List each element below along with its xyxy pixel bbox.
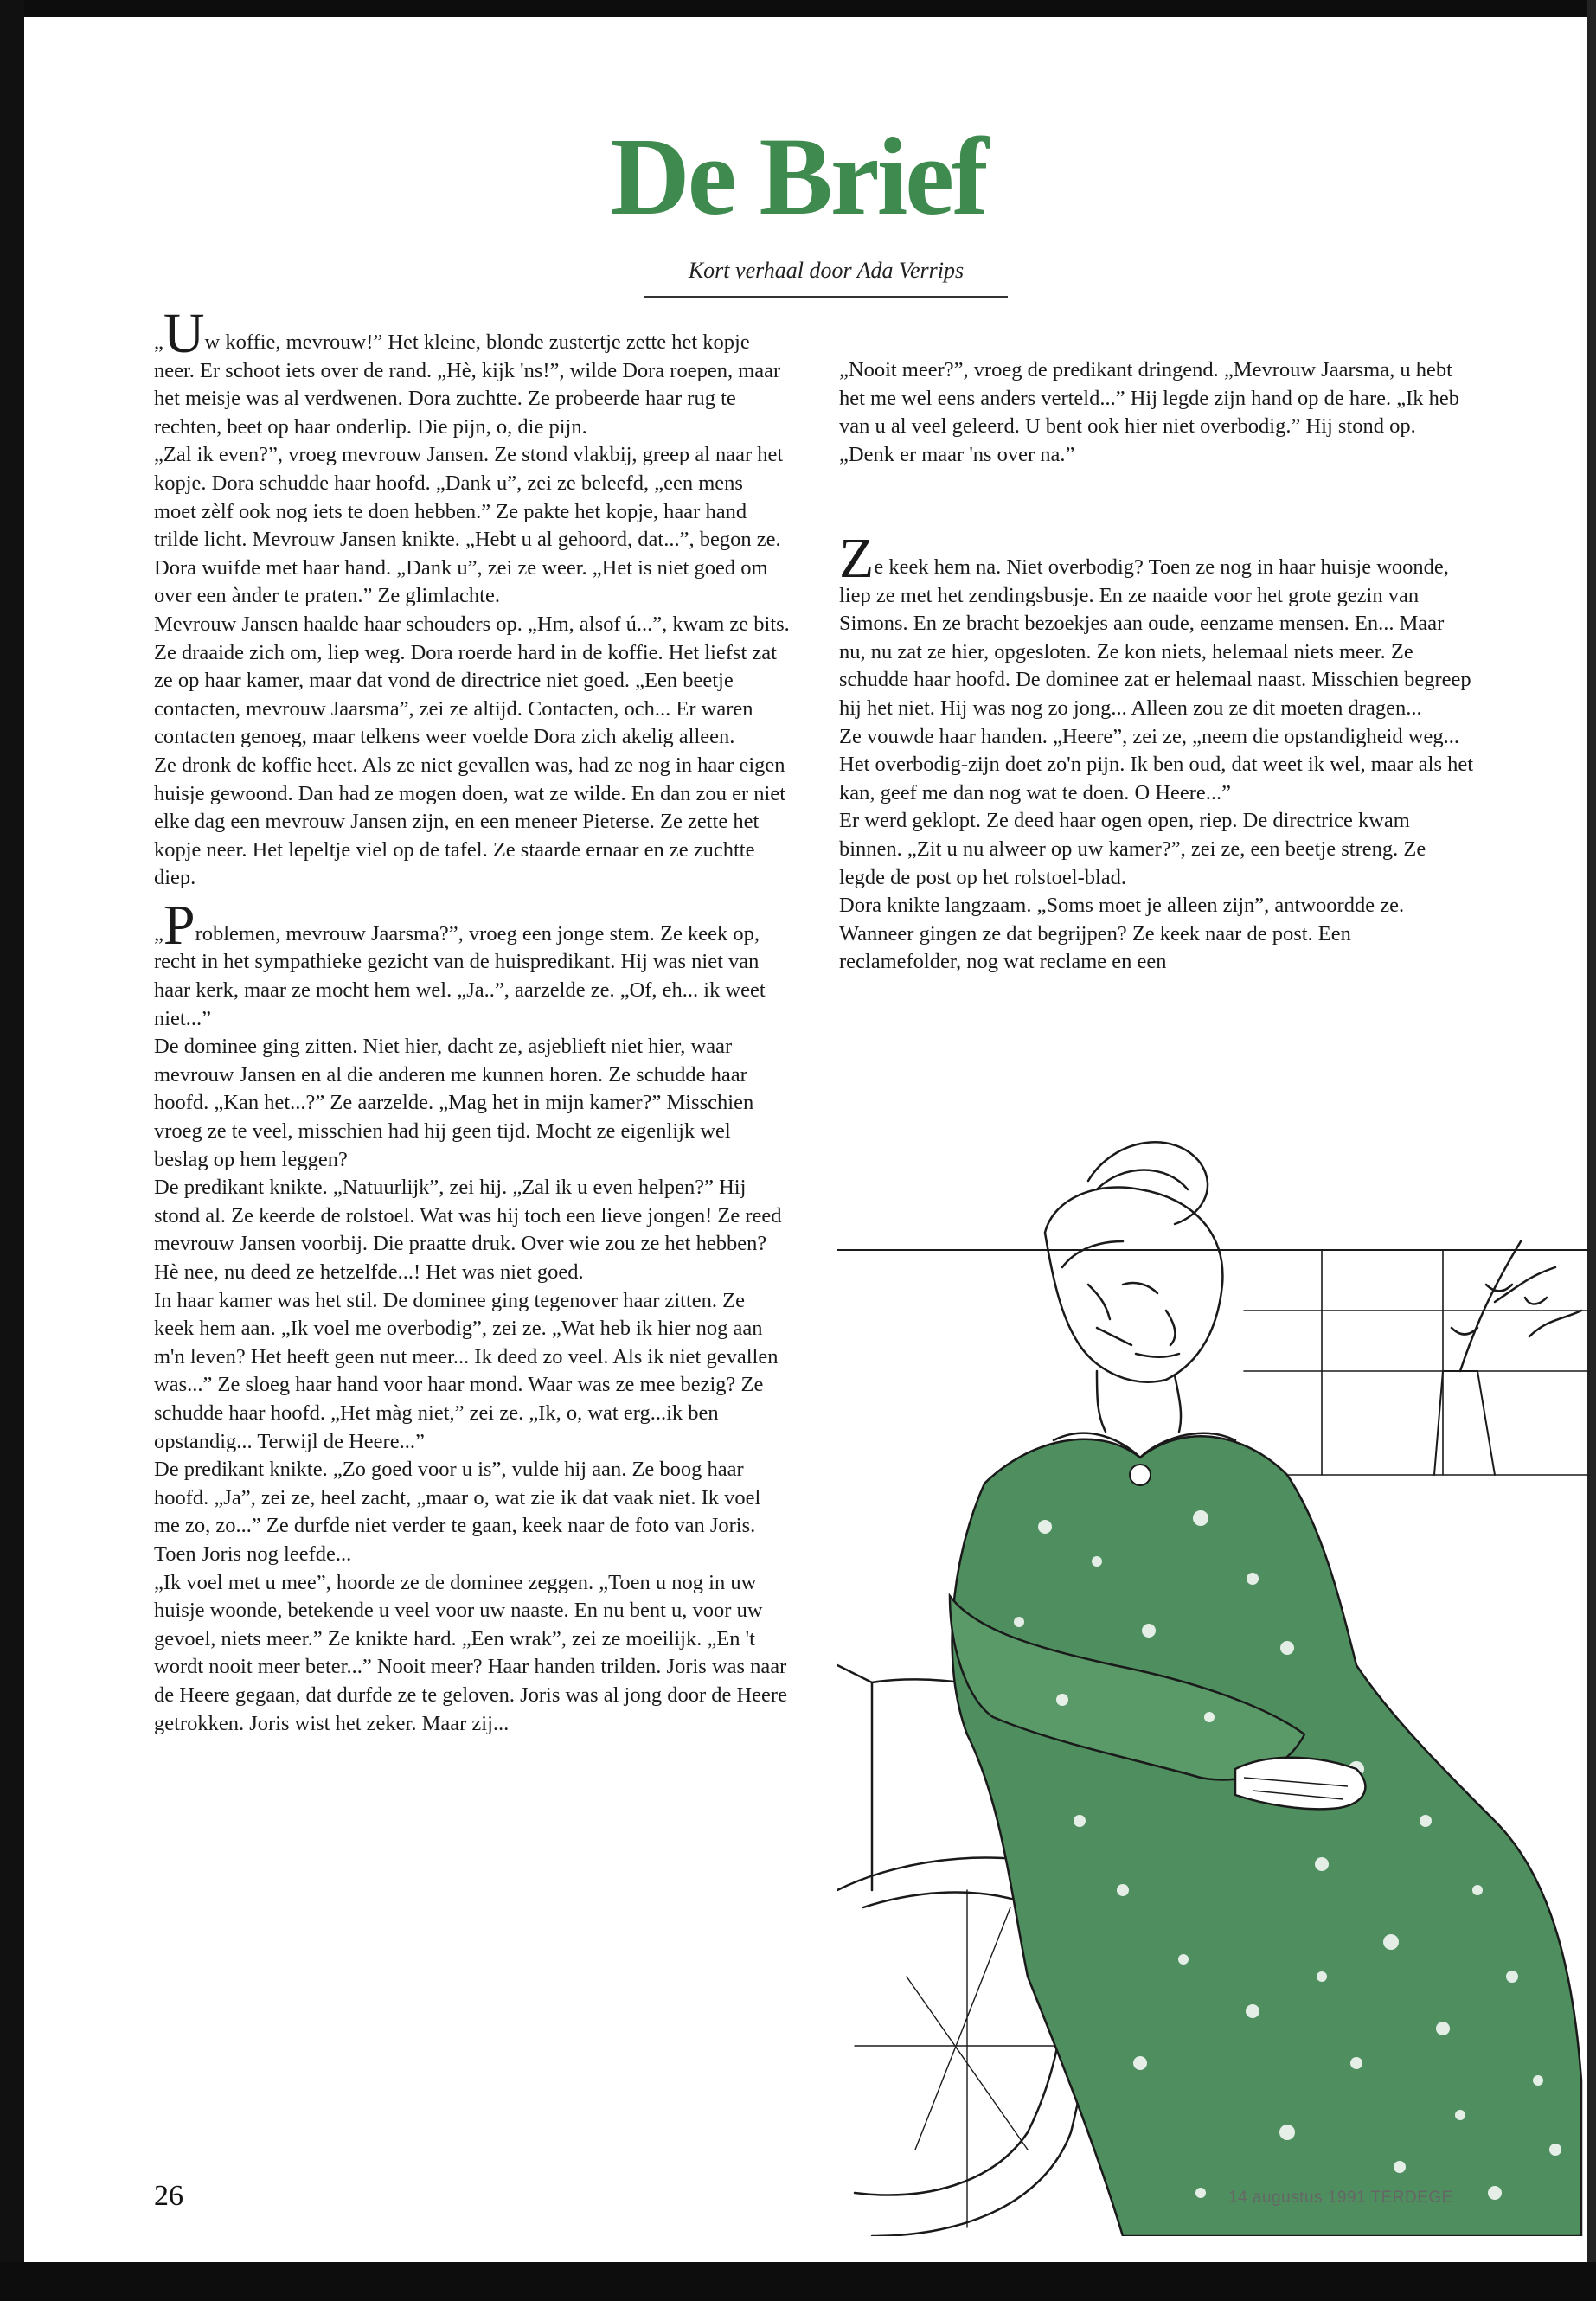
publication-footer: 14 augustus 1991 TERDEGE xyxy=(1228,2189,1453,2207)
paragraph-text: roblemen, mevrouw Jaarsma?”, vroeg een jonge stem. Ze keek op, recht in het sympathieke gezicht van de huispredikant. Hij was niet van haar kerk, maar ze mocht hem wel. „Ja..”, aarzelde ze. „Of, eh... ik weet niet...” xyxy=(154,921,766,1030)
story-paragraph: Er werd geklopt. Ze deed haar ogen open, riep. De directrice kwam binnen. „Zit u nu alweer op uw kamer?”, zei ze, een beetje streng. Ze legde de post op het rolstoel-blad. xyxy=(839,809,1426,889)
story-paragraph: Mevrouw Jansen haalde haar schouders op. „Hm, alsof ú...”, kwam ze bits. Ze draaide zich om, liep weg. Dora roerde hard in de koffie. Het liefst zat ze op haar kamer, maar dat vond de directrice niet goed. „Een beetje contacten, mevrouw Jaarsma”, zei ze altijd. Contacten, och... Er waren contacten genoeg, maar telkens weer voelde Dora zich akelig alleen. xyxy=(154,612,790,749)
scan-border-bottom xyxy=(0,2262,1596,2301)
scan-border-top xyxy=(0,0,1596,17)
story-paragraph: In haar kamer was het stil. De dominee ging tegenover haar zitten. Ze keek hem aan. „Ik voel me overbodig”, zei ze. „Wat heb ik hier nog aan m'n leven? Het heeft geen nut meer... Ik deed zo veel. Als ik niet gevallen was...” Ze sloeg haar hand voor haar mond. Waar was ze mee bezig? Ze schudde haar hoofd. „Het màg niet,” zei ze. „Ik, o, wat erg...ik ben opstandig... Terwijl de Heere...” xyxy=(154,1288,779,1453)
section-gap xyxy=(154,893,790,920)
story-paragraph: De predikant knikte. „Natuurlijk”, zei hij. „Zal ik u even helpen?” Hij stond al. Ze keerde de rolstoel. Wat was hij toch een lieve jongen! Ze reed mevrouw Jansen voorbij. Die praatte druk. Over wie zou ze het hebben? Hè nee, nu deed ze hetzelfde...! Het was niet goed. xyxy=(154,1176,782,1284)
story-paragraph: De dominee ging zitten. Niet hier, dacht ze, asjeblieft niet hier, waar mevrouw Jansen en al die anderen me kunnen horen. Ze schudde haar hoofd. „Kan het...?” Ze aarzelde. „Mag het in mijn kamer?” Misschien vroeg ze te veel, misschien had hij geen tijd. Mocht ze eigenlijk wel beslag op hem leggen? xyxy=(154,1035,754,1171)
drop-cap: P xyxy=(163,893,195,957)
text-column-left xyxy=(154,302,790,1738)
illustration-woman-wheelchair xyxy=(837,1112,1590,2236)
story-paragraph: „Ik voel met u mee”, hoorde ze de dominee zeggen. „Toen u nog in uw huisje woonde, betekende u veel voor uw naaste. En nu bent u, voor uw gevoel, niets meer.” Ze knikte hard. „Een wrak”, zei ze moeilijk. „En 't wordt nooit meer beter...” Nooit meer? Haar handen trilden. Joris was naar de Heere gegaan, dat durfde ze te geloven. Joris was al jong door de Heere getrokken. Joris wist het zeker. Maar zij... xyxy=(154,1570,787,1735)
story-paragraph: „Zal ik even?”, vroeg mevrouw Jansen. Ze stond vlakbij, greep al naar het kopje. Dora schudde haar hoofd. „Dank u”, zei ze beleefd, „een mens moet zèlf ook nog iets te doen hebben.” Ze pakte het kopje, haar hand trilde licht. Mevrouw Jansen knikte. „Hebt u al gehoord, dat...”, begon ze. Dora wuifde met haar hand. „Dank u”, zei ze weer. „Het is niet goed om over een ànder te praten.” Ze glimlachte. xyxy=(154,443,784,608)
story-paragraph xyxy=(839,527,1475,723)
story-paragraph: „Nooit meer?”, vroeg de predikant dringend. „Mevrouw Jaarsma, u hebt het me wel eens anders verteld...” Hij legde zijn hand op de hare. „Ik heb van u al veel geleerd. U bent ook hier niet overbodig.” Hij stond op. „Denk er maar 'ns over na.” xyxy=(839,358,1460,466)
story-paragraph: Ze vouwde haar handen. „Heere”, zei ze, „neem die opstandigheid weg... Het overbodig-zijn doet zo'n pijn. Ik ben oud, dat weet ik wel, maar als het kan, geef me dan nog wat te doen. O Heere...” xyxy=(839,724,1474,804)
article-title: De Brief xyxy=(610,115,986,238)
paragraph-text: w koffie, mevrouw!” Het kleine, blonde zustertje zette het kopje neer. Er schoot iets over de rand. „Hè, kijk 'ns!”, wilde Dora roepen, maar het meisje was al verdwenen. Dora zuchtte. Ze probeerde haar rug te rechten, beet op haar onderlip. Die pijn, o, die pijn. xyxy=(154,330,781,439)
drop-cap: U xyxy=(163,302,205,365)
article-byline: Kort verhaal door Ada Verrips xyxy=(688,258,965,283)
story-paragraph: Ze dronk de koffie heet. Als ze niet gevallen was, had ze nog in haar eigen huisje gewoond. Dan had ze mogen doen, wat ze wilde. En dan zou er niet elke dag een mevrouw Jansen zijn, en een meneer Pieterse. Ze zette het kopje neer. Het lepeltje viel op de tafel. Ze staarde ernaar en ze zuchtte diep. xyxy=(154,753,785,890)
page-number: 26 xyxy=(154,2180,183,2212)
paragraph-text: e keek hem na. Niet overbodig? Toen ze nog in haar huisje woonde, liep ze met het zendingsbusje. En ze naaide voor het grote gezin van Simons. En ze bracht bezoekjes aan oude, eenzame mensen. En... Maar nu, nu zat ze hier, opgesloten. Ze kon niets, helemaal niets meer. Ze schudde haar hoofd. De dominee zat er helemaal naast. Misschien begreep hij het niet. Hij was nog zo jong... Alleen zou ze dit moeten dragen... xyxy=(839,555,1471,720)
story-paragraph: „Problemen, mevrouw Jaarsma?”, vroeg een jonge stem. Ze keek op, recht in het sympathieke gezicht van de huispredikant. Hij was niet van haar kerk, maar ze mocht hem wel. „Ja..”, aarzelde ze. „Of, eh... ik weet niet...” xyxy=(154,893,766,1030)
story-paragraph: Dora knikte langzaam. „Soms moet je alleen zijn”, antwoordde ze. Wanneer gingen ze dat begrijpen? Ze keek naar de post. Een reclamefolder, nog wat reclame en een xyxy=(839,894,1405,974)
story-paragraph: „Uw koffie, mevrouw!” Het kleine, blonde zustertje zette het kopje neer. Er schoot iets over de rand. „Hè, kijk 'ns!”, wilde Dora roepen, maar het meisje was al verdwenen. Dora zuchtte. Ze probeerde haar rug te rechten, beet op haar onderlip. Die pijn, o, die pijn. xyxy=(154,302,781,439)
story-paragraph: De predikant knikte. „Zo goed voor u is”, vulde hij aan. Ze boog haar hoofd. „Ja”, zei ze, heel zacht, „maar o, wat zie ik dat vaak niet. Ik voel me zo, zo...” Ze durfde niet verder te gaan, keek naar de foto van Joris. Toen Joris nog leefde... xyxy=(154,1458,761,1566)
byline-divider xyxy=(644,296,1008,298)
scan-border-left xyxy=(0,0,24,2301)
text-column-right-top xyxy=(839,356,1475,469)
text-column-right xyxy=(839,527,1475,977)
drop-cap: Z xyxy=(839,527,875,590)
